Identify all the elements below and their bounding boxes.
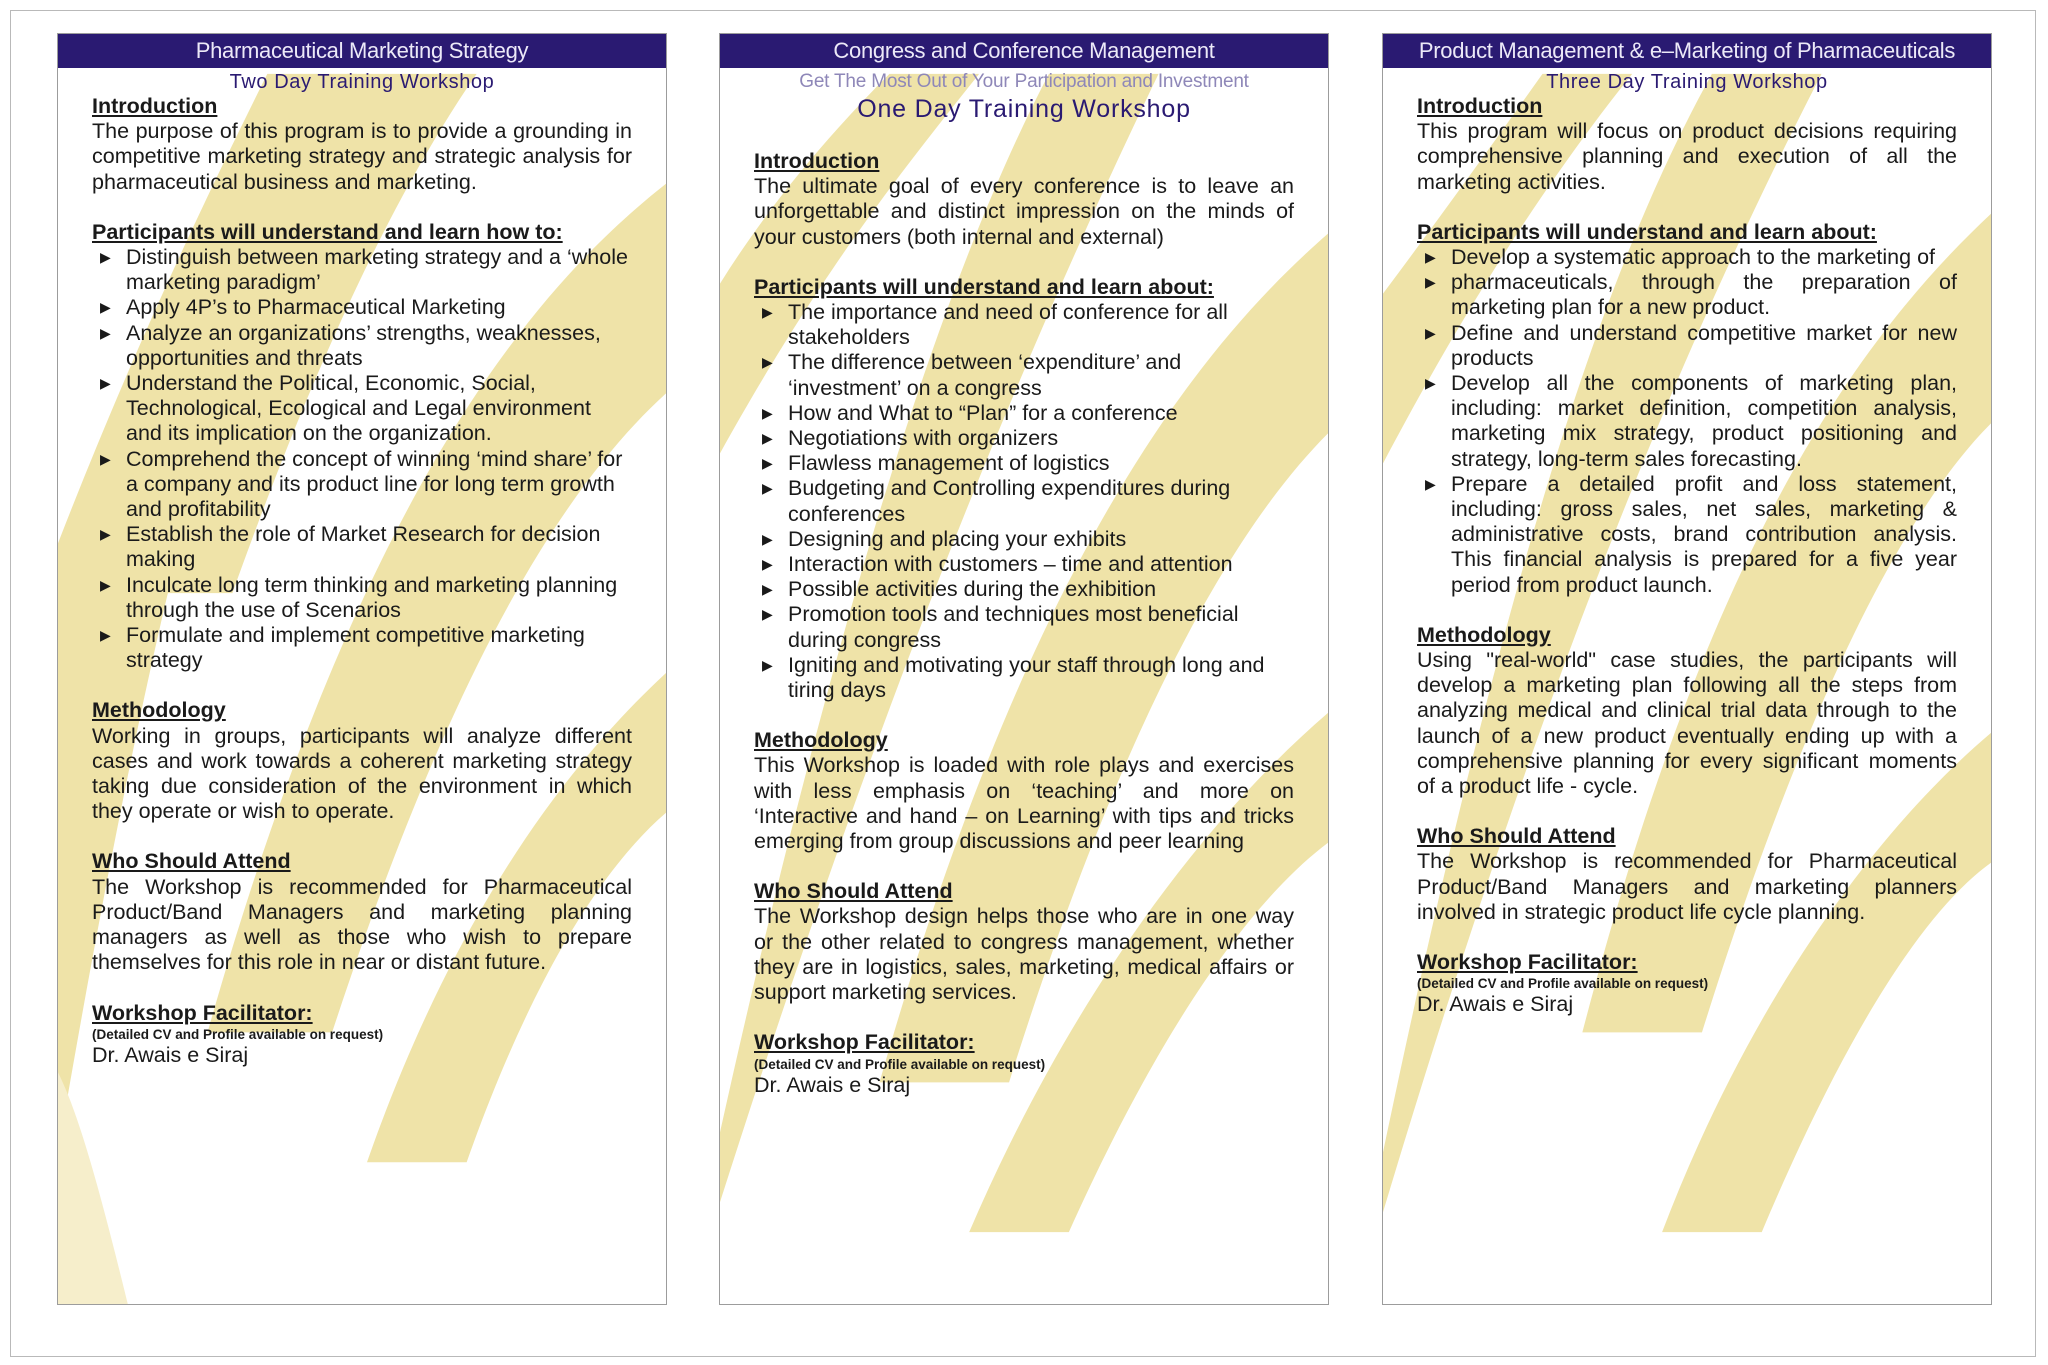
list-item: ▶ Possible activities during the exhibition xyxy=(762,577,1157,602)
list-item: ▶ Designing and placing your exhibits xyxy=(762,526,1127,551)
attend-heading: Who Should Attend xyxy=(1417,824,1616,849)
methodology-text: This Workshop is loaded with role plays and exercises with less emphasis on ‘teaching’ and more on ‘Interactive and hand – on Learning’ with tips and tricks emerging from group discussions and peer learning xyxy=(754,753,1294,854)
workshop-duration: Three Day Training Workshop xyxy=(1546,71,1828,93)
facilitator-name: Dr. Awais e Siraj xyxy=(92,1042,249,1067)
attend-text: The Workshop is recommended for Pharmaceutical Product/Band Managers and marketing planning managers as well as those who wish to prepare themselves for this role in near or distant future. xyxy=(92,874,632,975)
triangle-right-icon: ▶ xyxy=(762,581,773,598)
triangle-right-icon: ▶ xyxy=(762,354,773,371)
list-item: ▶ Prepare a detailed profit and loss statement, including: gross sales, net sales, marketing & administrative costs, brand contribution analysis. This financial analysis is prepared for a five year period from product launch. xyxy=(1425,471,1957,597)
panel-congress-management xyxy=(719,33,1329,1305)
list-item: ▶ Analyze an organizations’ strengths, weaknesses, opportunities and threats xyxy=(100,320,601,370)
triangle-right-icon: ▶ xyxy=(100,627,111,644)
learning-list xyxy=(92,245,632,673)
list-item: ▶ Develop a systematic approach to the marketing of xyxy=(1425,245,1936,270)
attend-heading: Who Should Attend xyxy=(92,849,291,874)
panel-header: Pharmaceutical Marketing Strategy xyxy=(58,34,666,68)
attend-text: The Workshop design helps those who are in one way or the other related to congress management, whether they are in logistics, sales, marketing, medical affairs or support marketing services. xyxy=(754,904,1294,1005)
list-item: ▶ Igniting and motivating your staff through long and tiring days xyxy=(762,652,1265,703)
workshop-duration: Two Day Training Workshop xyxy=(229,71,495,93)
learn-heading: Participants will understand and learn how to: xyxy=(92,219,563,244)
methodology-text: Working in groups, participants will analyze different cases and work towards a coherent marketing strategy taking due consideration of the environment in which they operate or wish to operate. xyxy=(92,723,632,824)
list-item: ▶ The difference between ‘expenditure’ and ‘investment’ on a congress xyxy=(762,350,1182,400)
triangle-right-icon: ▶ xyxy=(762,430,773,447)
intro-text: The purpose of this program is to provide a grounding in competitive marketing strategy and strategic analysis for pharmaceutical business and marketing. xyxy=(92,119,632,194)
triangle-right-icon: ▶ xyxy=(762,404,773,421)
list-item: ▶ Apply 4P’s to Pharmaceutical Marketing xyxy=(100,295,506,320)
list-item: ▶ Understand the Political, Economic, Social, Technological, Ecological and Legal environment and its implication on the organization. xyxy=(100,371,591,446)
intro-heading: Introduction xyxy=(754,149,880,173)
triangle-right-icon: ▶ xyxy=(100,450,111,467)
facilitator-note: (Detailed CV and Profile available on request) xyxy=(754,1056,1046,1072)
list-item: ▶ Negotiations with organizers xyxy=(762,426,1059,451)
triangle-right-icon: ▶ xyxy=(762,656,773,673)
attend-text: The Workshop is recommended for Pharmaceutical Product/Band Managers and marketing planners involved in strategic product life cycle planning. xyxy=(1417,849,1957,924)
intro-heading: Introduction xyxy=(1417,94,1543,118)
triangle-right-icon: ▶ xyxy=(762,480,773,497)
list-item: ▶ Budgeting and Controlling expenditures during conferences xyxy=(762,476,1231,526)
list-item: ▶ Interaction with customers – time and attention xyxy=(762,552,1233,577)
panel-content xyxy=(58,70,666,1068)
list-item: ▶ Promotion tools and techniques most beneficial during congress xyxy=(762,602,1239,652)
triangle-right-icon: ▶ xyxy=(1425,324,1436,341)
triangle-right-icon: ▶ xyxy=(1425,475,1436,492)
triangle-right-icon: ▶ xyxy=(762,556,773,573)
list-item: ▶ Formulate and implement competitive marketing strategy xyxy=(100,623,585,673)
learning-list xyxy=(754,300,1294,703)
intro-heading: Introduction xyxy=(92,94,218,118)
facilitator-heading: Workshop Facilitator: xyxy=(754,1030,975,1055)
panel-header: Congress and Conference Management xyxy=(720,34,1328,68)
workshop-tagline: Get The Most Out of Your Participation and Investment xyxy=(799,71,1249,92)
triangle-right-icon: ▶ xyxy=(1425,249,1436,266)
list-item: ▶ Develop all the components of marketing plan, including: market definition, competition analysis, marketing mix strategy, product positioning and strategy, long-term sales forecasting. xyxy=(1425,371,1957,471)
triangle-right-icon: ▶ xyxy=(100,249,111,266)
list-item: ▶ The importance and need of conference for all stakeholders xyxy=(762,300,1228,350)
facilitator-note: (Detailed CV and Profile available on request) xyxy=(1417,976,1709,992)
triangle-right-icon: ▶ xyxy=(762,455,773,472)
list-item: ▶ How and What to “Plan” for a conference xyxy=(762,400,1178,425)
intro-text: The ultimate goal of every conference is to leave an unforgettable and distinct impression on the minds of your customers (both internal and external) xyxy=(754,174,1294,249)
facilitator-note: (Detailed CV and Profile available on request) xyxy=(92,1026,384,1042)
list-item: ▶ Comprehend the concept of winning ‘mind share’ for a company and its product line for long term growth and profitability xyxy=(100,446,623,522)
panel-header: Product Management & e–Marketing of Pharmaceuticals xyxy=(1383,34,1991,68)
list-item: ▶ Flawless management of logistics xyxy=(762,451,1110,476)
intro-text: This program will focus on product decisions requiring comprehensive planning and execution of all the marketing activities. xyxy=(1417,119,1957,194)
list-item: ▶ Inculcate long term thinking and marketing planning through the use of Scenarios xyxy=(100,572,618,622)
triangle-right-icon: ▶ xyxy=(100,324,111,341)
facilitator-heading: Workshop Facilitator: xyxy=(92,1000,313,1025)
learning-list xyxy=(1417,245,1957,598)
triangle-right-icon: ▶ xyxy=(100,526,111,543)
facilitator-heading: Workshop Facilitator: xyxy=(1417,950,1638,975)
methodology-heading: Methodology xyxy=(92,698,226,723)
triangle-right-icon: ▶ xyxy=(1425,375,1436,392)
triangle-right-icon: ▶ xyxy=(762,304,773,321)
workshop-duration: One Day Training Workshop xyxy=(857,95,1191,123)
panel-content xyxy=(720,70,1328,1098)
triangle-right-icon: ▶ xyxy=(100,375,111,392)
list-item: ▶ pharmaceuticals, through the preparation of marketing plan for a new product. xyxy=(1425,270,1957,320)
methodology-heading: Methodology xyxy=(1417,622,1551,647)
triangle-right-icon: ▶ xyxy=(762,530,773,547)
triangle-right-icon: ▶ xyxy=(1425,274,1436,291)
methodology-text: Using "real-world" case studies, the participants will develop a marketing plan following all the steps from analyzing medical and clinical trial data through to the launch of a new product eventually ending up with a comprehensive planning for every significant moments of a product life - cycle. xyxy=(1417,648,1957,799)
facilitator-name: Dr. Awais e Siraj xyxy=(754,1072,911,1097)
panel-product-management xyxy=(1382,33,1992,1305)
list-item: ▶ Distinguish between marketing strategy and a ‘whole marketing paradigm’ xyxy=(100,245,628,295)
panel-marketing-strategy xyxy=(57,33,667,1305)
triangle-right-icon: ▶ xyxy=(100,299,111,316)
list-item: ▶ Define and understand competitive market for new products xyxy=(1425,320,1957,370)
triangle-right-icon: ▶ xyxy=(762,606,773,623)
learn-heading: Participants will understand and learn about: xyxy=(754,274,1214,299)
methodology-heading: Methodology xyxy=(754,728,888,753)
panel-content xyxy=(1383,70,1991,1017)
triangle-right-icon: ▶ xyxy=(100,576,111,593)
learn-heading: Participants will understand and learn about: xyxy=(1417,219,1877,244)
attend-heading: Who Should Attend xyxy=(754,879,953,904)
facilitator-name: Dr. Awais e Siraj xyxy=(1417,992,1574,1017)
list-item: ▶ Establish the role of Market Research for decision making xyxy=(100,522,601,572)
